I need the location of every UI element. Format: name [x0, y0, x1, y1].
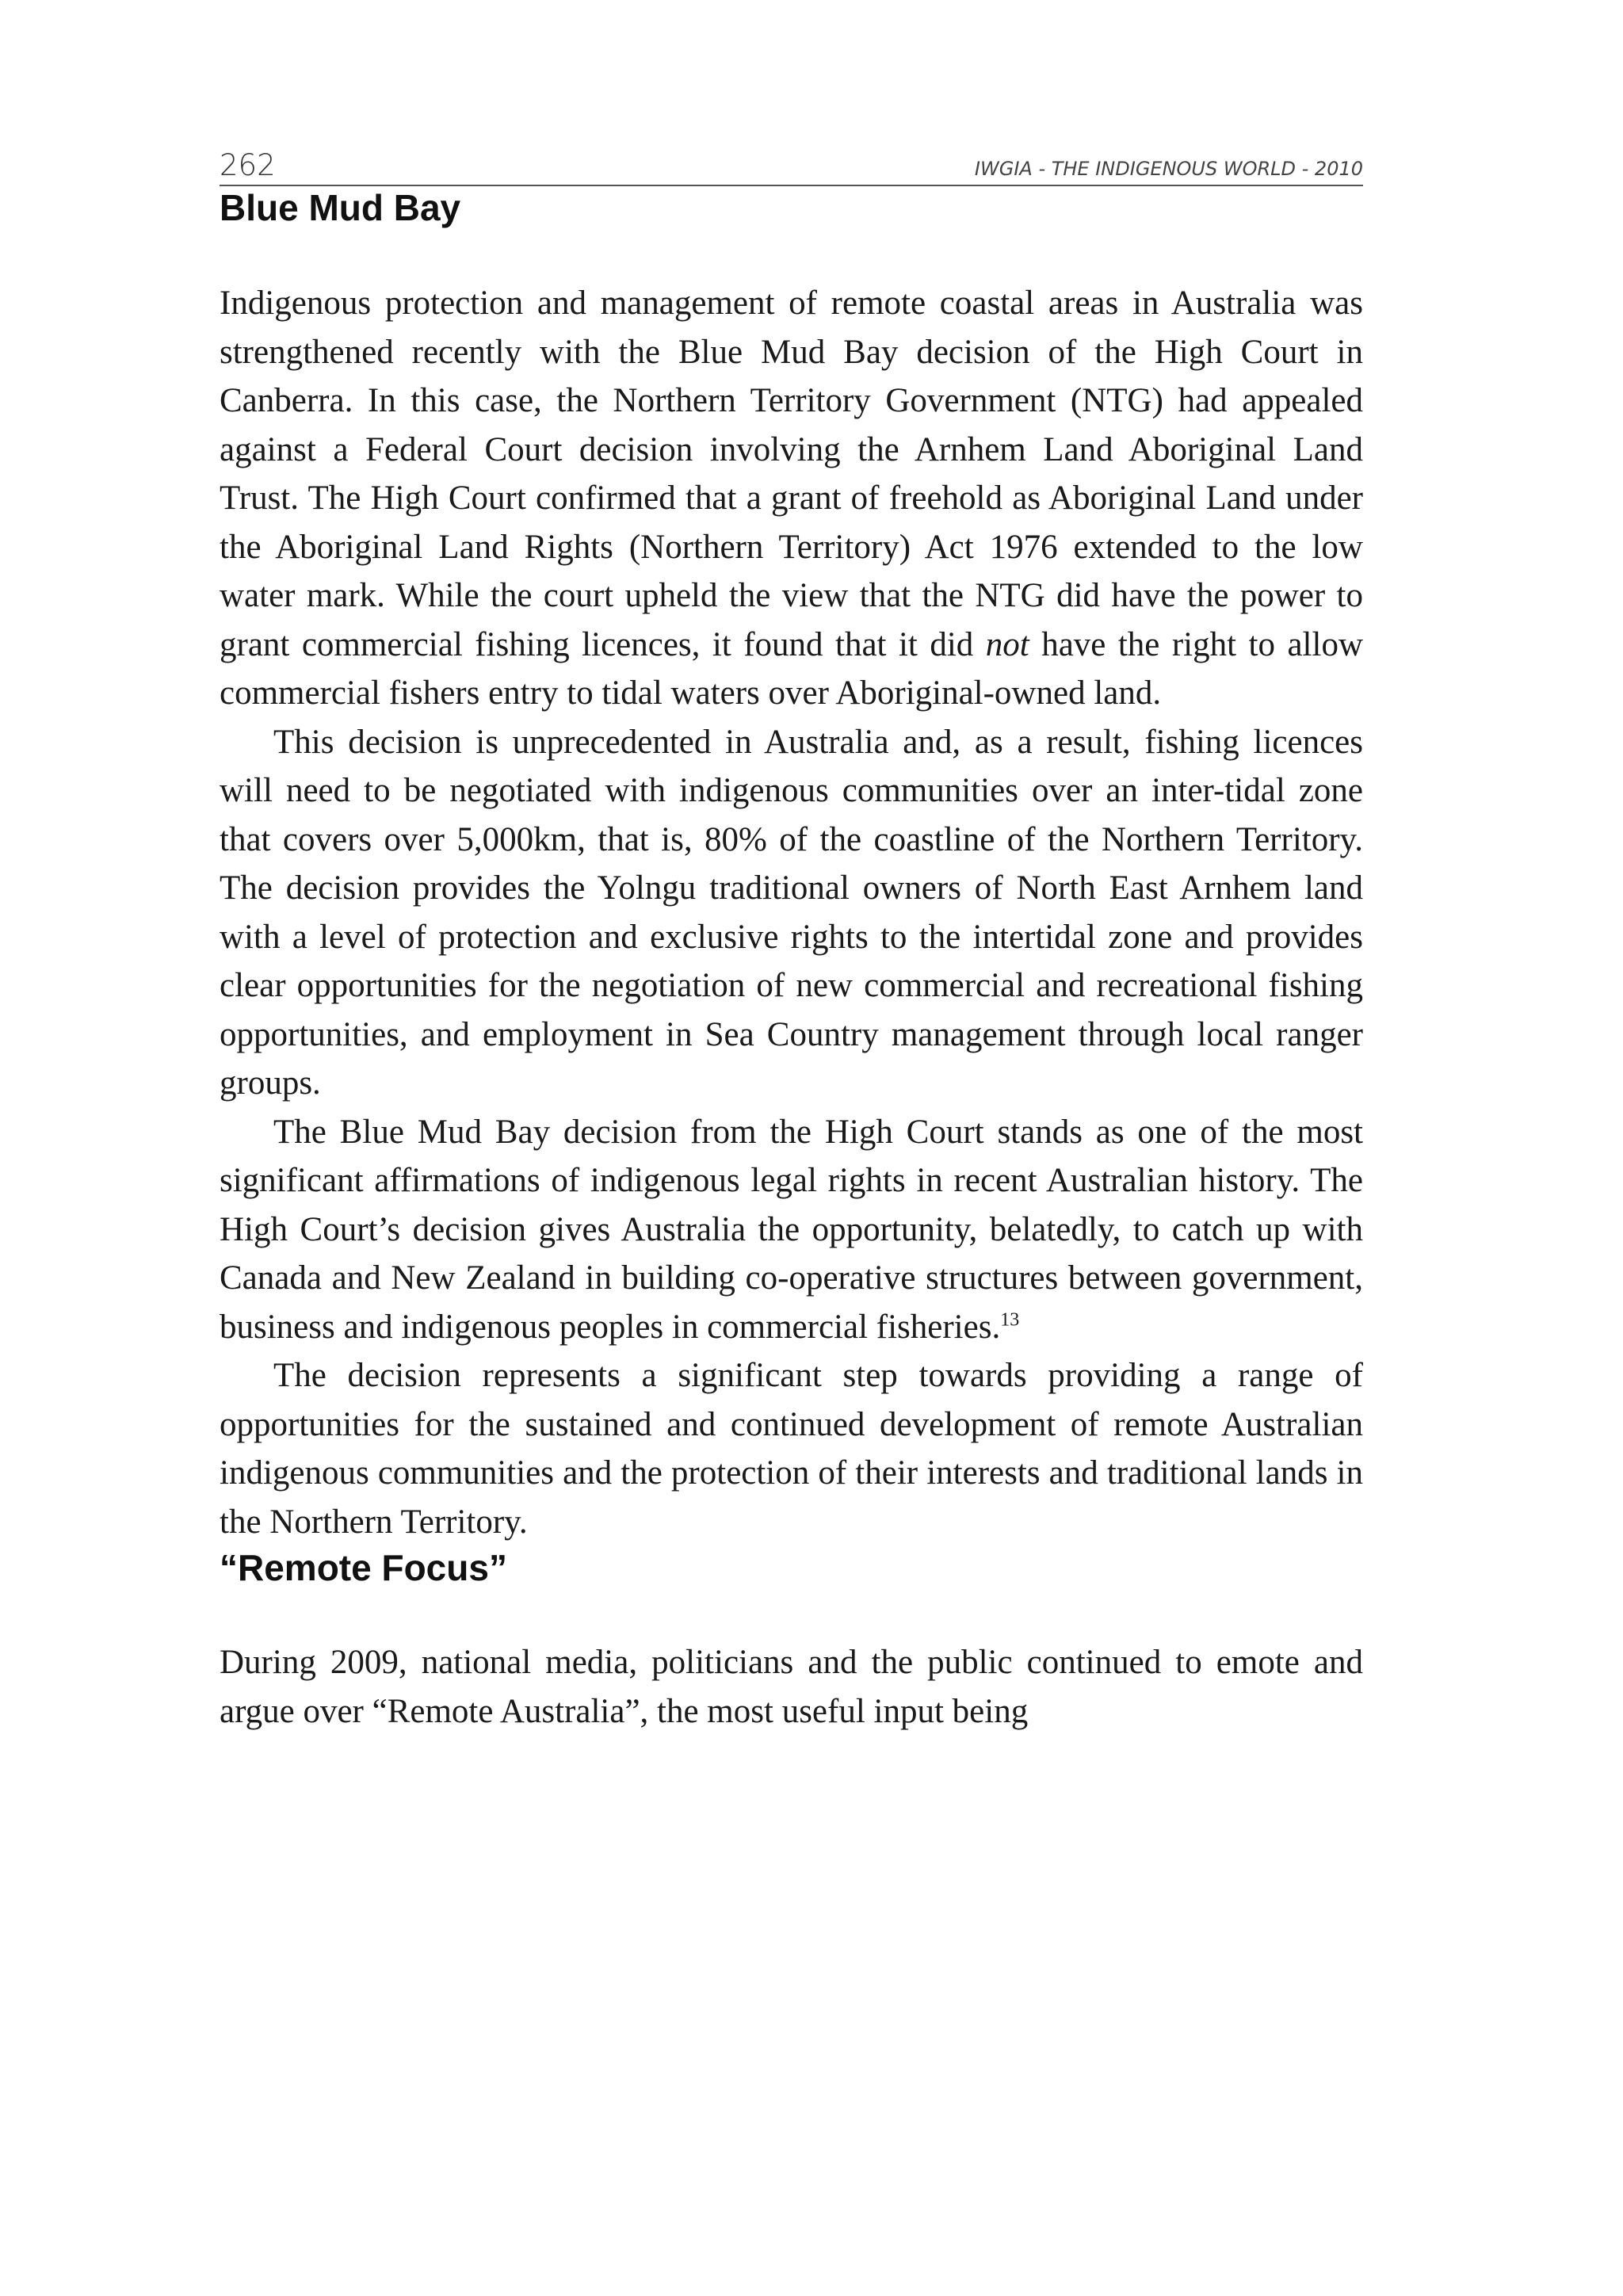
running-head [220, 148, 1363, 186]
section-heading-blue-mud-bay: Blue Mud Bay [220, 187, 461, 228]
paragraph [220, 279, 1363, 718]
paragraph: This decision is unprecedented in Australia and, as a result, fishing licences will need to be negotiated with indigenous communities over an inter-tidal zone that covers over 5,000km, that is, 80% of the coastline of the Northern Territory. The decision provides the Yolngu traditional owners of North East Arnhem land with a level of protection and exclusive rights to the intertidal zone and provides clear opportunities for the negotiation of new commercial and recreational fishing opportunities, and employment in Sea Country management through local ranger groups. [220, 723, 1363, 1102]
paragraph-text: The Blue Mud Bay decision from the High Court stands as one of the most significant affirmations of indigenous legal rights in recent Australian history. The High Court’s decision gives Australia the opportunity, belatedly, to catch up with Canada and New Zealand in building co-operative structures between government, business and indigenous peoples in commercial fisheries. [220, 1113, 1363, 1346]
journal-title: IWGIA - THE INDIGENOUS WORLD - 2010 [974, 158, 1363, 180]
paragraph [220, 1108, 1363, 1352]
section-body-blue-mud-bay [220, 279, 1363, 1546]
paragraph: During 2009, national media, politicians and the public continued to emote and argue over “Remote Australia”, the most useful input being [220, 1644, 1363, 1730]
section-body-remote-focus [220, 1638, 1363, 1736]
paragraph-text: Indigenous protection and management of remote coastal areas in Australia was strengthened recently with the Blue Mud Bay decision of the High Court in Canberra. In this case, the Northern Territory Government (NTG) had appealed against a Federal Court decision involving the Arnhem Land Aboriginal Land Trust. The High Court confirmed that a grant of freehold as Aboriginal Land under the Aboriginal Land Rights (Northern Territory) Act 1976 extended to the low water mark. While the court upheld the view that the NTG did have the power to grant commercial fishing licences, it found that it did [220, 285, 1363, 663]
emphasis-text: not [985, 625, 1029, 663]
paragraph-text: have the right to allow commercial fishers entry to tidal waters over Aboriginal-owned land. [220, 625, 1364, 712]
page-number: 262 [220, 148, 276, 182]
document-page [220, 148, 1364, 1736]
paragraph: The decision represents a significant step towards providing a range of opportunities for the sustained and continued development of remote Australian indigenous communities and the protection of their interests and traditional lands in the Northern Territory. [220, 1357, 1363, 1541]
footnote-reference[interactable]: 13 [1000, 1309, 1020, 1331]
section-heading-remote-focus: “Remote Focus” [220, 1547, 507, 1588]
